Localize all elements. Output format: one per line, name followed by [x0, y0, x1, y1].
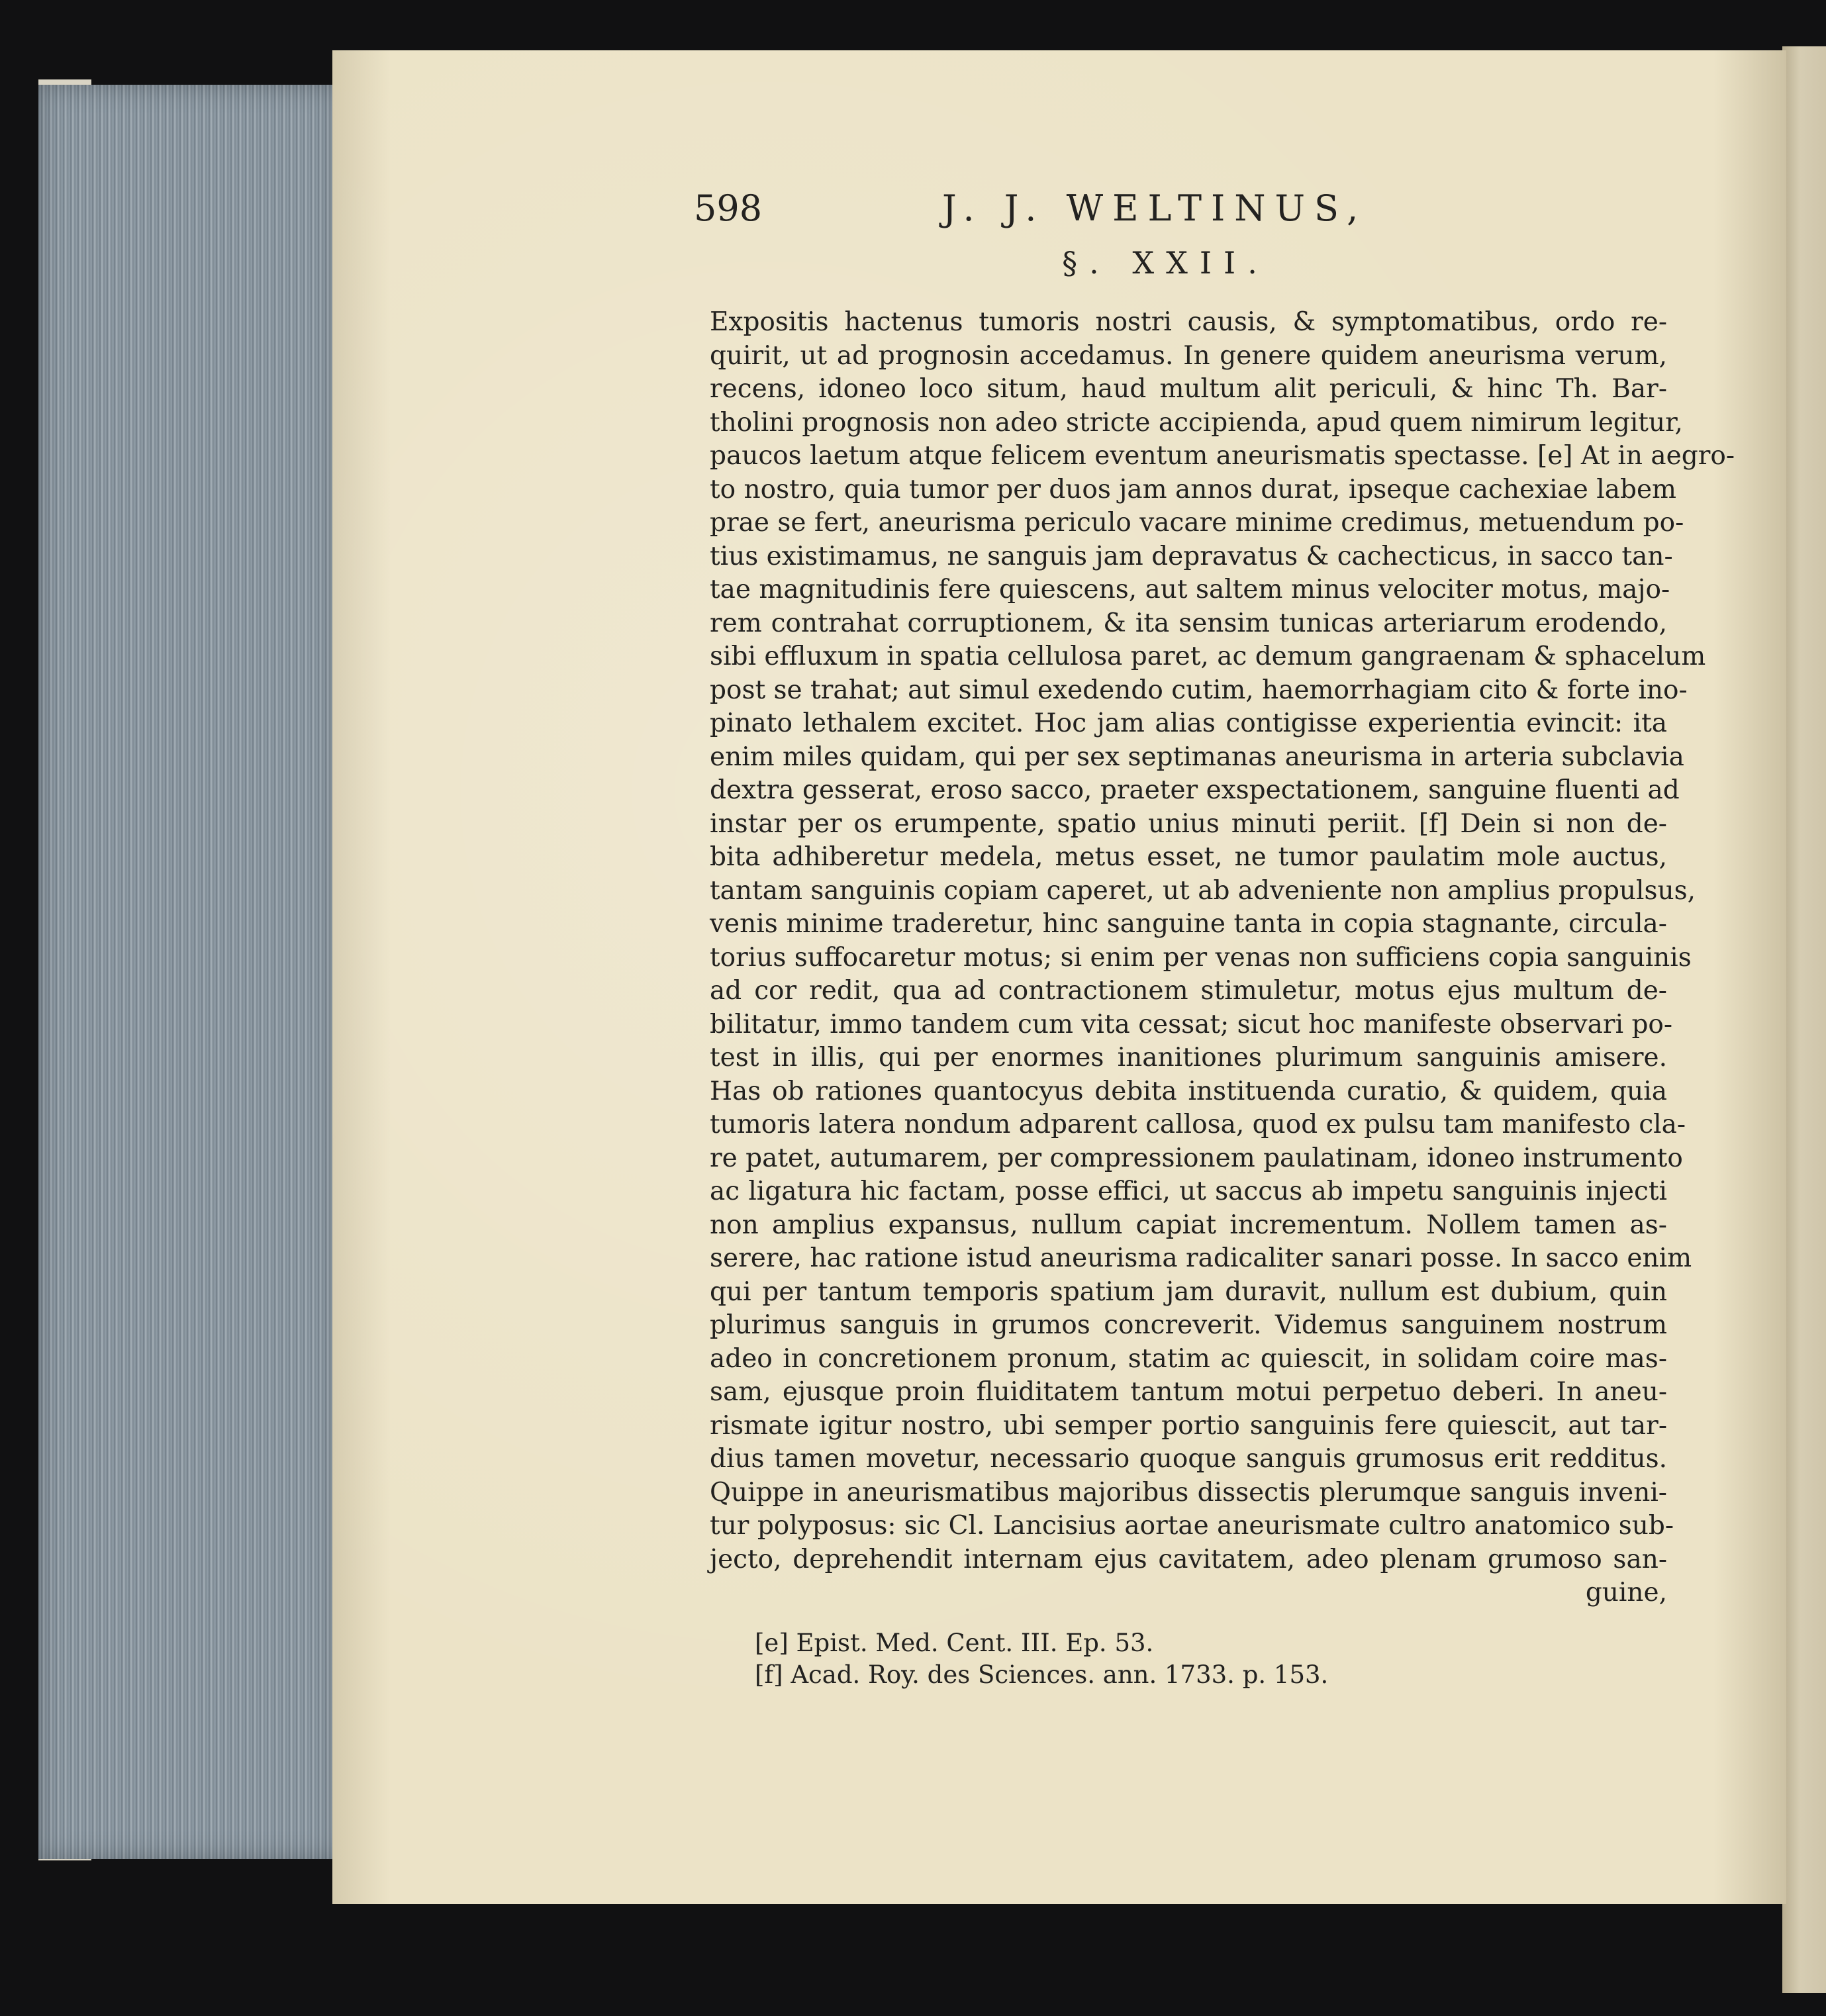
text-line: qui per tantum temporis spatium jam duravit, nullum est dubium, quin — [710, 1276, 1667, 1307]
text-line: Expositis hactenus tumoris nostri causis, & symptomatibus, ordo re- — [710, 307, 1667, 337]
text-line: paucos laetum atque felicem eventum aneurismatis spectasse. [e] At in aegro- — [710, 441, 1735, 471]
text-line: prae se fert, aneurisma periculo vacare minime credimus, metuendum po- — [710, 508, 1684, 538]
text-line: to nostro, quia tumor per duos jam annos durat, ipseque cachexiae labem — [710, 474, 1677, 504]
text-line: non amplius expansus, nullum capiat incrementum. Nollem tamen as- — [710, 1210, 1667, 1240]
text-line: serere, hac ratione istud aneurisma radicaliter sanari posse. In sacco enim — [710, 1243, 1692, 1273]
text-line: bita adhiberetur medela, metus esset, ne tumor paulatim mole auctus, — [710, 842, 1667, 872]
catchword: guine, — [1585, 1578, 1667, 1608]
text-line: enim miles quidam, qui per sex septimanas aneurisma in arteria subclavia — [710, 742, 1684, 772]
text-line: jecto, deprehendit internam ejus cavitatem, adeo plenam grumoso san- — [710, 1544, 1667, 1574]
facing-page-edge — [1782, 46, 1826, 1993]
text-line: venis minime traderetur, hinc sanguine tanta in copia stagnante, circula- — [710, 909, 1667, 939]
page-header — [694, 187, 1402, 234]
text-line: pinato lethalem excitet. Hoc jam alias contigisse experientia evincit: ita — [710, 708, 1667, 738]
text-line: sibi effluxum in spatia cellulosa paret, ac demum gangraenam & sphacelum — [710, 642, 1706, 671]
text-line: ad cor redit, qua ad contractionem stimuletur, motus ejus multum de- — [710, 976, 1667, 1006]
text-line: tholini prognosis non adeo stricte accipienda, apud quem nimirum legitur, — [710, 407, 1683, 438]
text-line: torius suffocaretur motus; si enim per venas non sufficiens copia sanguinis — [710, 942, 1692, 973]
text-line: bilitatur, immo tandem cum vita cessat; sicut hoc manifeste observari po- — [710, 1009, 1673, 1039]
text-line: dextra gesserat, eroso sacco, praeter exspectationem, sanguine fluenti ad — [710, 775, 1680, 805]
text-line: dius tamen movetur, necessario quoque sanguis grumosus erit redditus. — [710, 1444, 1667, 1474]
text-line: tius existimamus, ne sanguis jam depravatus & cachecticus, in sacco tan- — [710, 541, 1673, 571]
footnote-e: [e] Epist. Med. Cent. III. Ep. 53. — [755, 1629, 1154, 1657]
text-line: tantam sanguinis copiam caperet, ut ab adveniente non amplius propulsus, — [710, 875, 1696, 906]
body-text — [710, 306, 1735, 1610]
footnote-f: [f] Acad. Roy. des Sciences. ann. 1733. p. 153. — [755, 1660, 1329, 1689]
text-line: rismate igitur nostro, ubi semper portio sanguinis fere quiescit, aut tar- — [710, 1410, 1667, 1441]
text-line: recens, idoneo loco situm, haud multum alit periculi, & hinc Th. Bar- — [710, 374, 1667, 404]
text-line: tumoris latera nondum adparent callosa, quod ex pulsu tam manifesto cla- — [710, 1110, 1686, 1139]
text-line: tae magnitudinis fere quiescens, aut saltem minus velociter motus, majo- — [710, 575, 1670, 604]
text-line: Has ob rationes quantocyus debita instituenda curatio, & quidem, quia — [710, 1076, 1667, 1106]
text-line: quirit, ut ad prognosin accedamus. In genere quidem aneurisma verum, — [710, 340, 1667, 371]
footnotes — [755, 1627, 1351, 1691]
text-line: adeo in concretionem pronum, statim ac quiescit, in solidam coire mas- — [710, 1343, 1667, 1374]
text-line: rem contrahat corruptionem, & ita sensim tunicas arteriarum erodendo, — [710, 608, 1667, 638]
text-line: plurimus sanguis in grumos concreverit. Videmus sanguinem nostrum — [710, 1310, 1667, 1340]
running-title: J. J. WELTINUS, — [942, 187, 1368, 229]
text-line: re patet, autumarem, per compressionem paulatinam, idoneo instrumento — [710, 1143, 1683, 1173]
text-line: Quippe in aneurismatibus majoribus dissectis plerumque sanguis inveni- — [710, 1477, 1667, 1508]
text-line: sam, ejusque proin fluiditatem tantum motui perpetuo deberi. In aneu- — [710, 1377, 1667, 1407]
text-line: post se trahat; aut simul exedendo cutim, haemorrhagiam cito & forte ino- — [710, 675, 1688, 705]
text-line: instar per os erumpente, spatio unius minuti periit. [f] Dein si non de- — [710, 808, 1667, 839]
page-number: 598 — [694, 187, 763, 229]
text-line: ac ligatura hic factam, posse effici, ut saccus ab impetu sanguinis injecti — [710, 1176, 1667, 1206]
text-line: tur polyposus: sic Cl. Lancisius aortae aneurismate cultro anatomico sub- — [710, 1511, 1674, 1541]
text-line: test in illis, qui per enormes inanitiones plurimum sanguinis amisere. — [710, 1043, 1667, 1073]
section-heading: §. XXII. — [1062, 245, 1269, 281]
page-block-edges — [38, 85, 340, 1859]
